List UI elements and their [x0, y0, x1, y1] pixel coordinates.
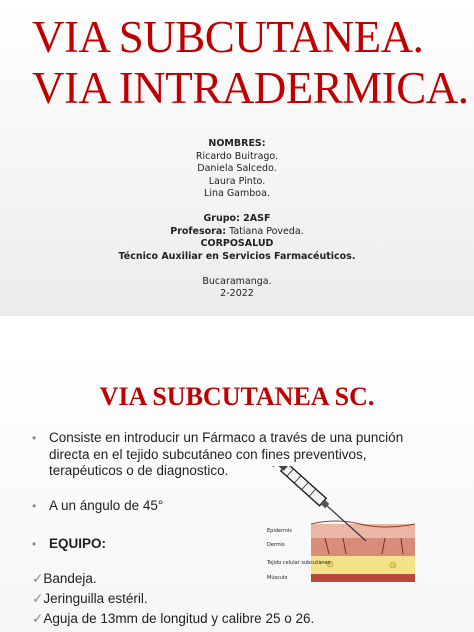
- city: Bucaramanga.: [202, 275, 272, 287]
- check-icon: ✓: [32, 571, 44, 586]
- bullet-text: EQUIPO:: [49, 536, 107, 551]
- bullet-text: Consiste en introducir un Fármaco a través de una punción directa en el tejido subcutáneo con fines preventivos, terapéuticos o de diagnostico.: [49, 430, 404, 478]
- bullet-dot-icon: •: [32, 431, 37, 445]
- bullet-text: A un ángulo de 45°: [49, 498, 164, 513]
- check-item: [32, 591, 148, 608]
- check-icon: ✓: [32, 611, 44, 626]
- title-line-1: VIA SUBCUTANEA.: [32, 12, 424, 62]
- slide-2: [0, 346, 474, 632]
- muscle-layer: [311, 574, 415, 582]
- institution: CORPOSALUD: [200, 238, 274, 249]
- slide-2-title: VIA SUBCUTANEA SC.: [99, 382, 375, 411]
- check-item: [32, 611, 314, 628]
- name-1: Ricardo Buitrago.: [195, 150, 279, 162]
- name-3: Laura Pinto.: [208, 175, 266, 187]
- subcutaneous-injection-illustration: [265, 466, 415, 582]
- label-dermis: Dermis: [267, 542, 285, 548]
- names-label: NOMBRES:: [208, 138, 266, 149]
- title-line-2: VIA INTRADERMICA.: [32, 63, 469, 113]
- label-muscle: Músculo: [267, 575, 288, 581]
- label-subcutaneous: Tejido celular subcutáneo: [267, 560, 331, 566]
- bullet-item: [32, 498, 252, 515]
- check-text: Bandeja.: [43, 571, 97, 586]
- bullet-dot-icon: •: [32, 537, 37, 551]
- check-item: [32, 571, 97, 588]
- check-text: Jeringuilla estéril.: [43, 591, 148, 606]
- slide-1-title: [32, 12, 469, 114]
- check-icon: ✓: [32, 591, 44, 606]
- group-line: Grupo: 2ASF: [203, 213, 271, 224]
- bullet-item: [32, 536, 252, 553]
- bullet-dot-icon: •: [32, 499, 37, 513]
- teacher-line: [0, 226, 474, 239]
- dermis-layer: [311, 538, 415, 556]
- name-2: Daniela Salcedo.: [197, 163, 277, 174]
- label-epidermis: Epidermis: [267, 528, 292, 534]
- teacher-name: Tatiana Poveda.: [226, 225, 304, 237]
- check-text: Aguja de 13mm de longitud y calibre 25 o 26.: [43, 611, 315, 626]
- teacher-label: Profesora:: [170, 225, 227, 237]
- period: 2-2022: [220, 288, 254, 299]
- name-4: Lina Gamboa.: [204, 188, 270, 199]
- program: Técnico Auxiliar en Servicios Farmacéuticos.: [118, 250, 356, 262]
- slide-gap: [0, 316, 474, 346]
- author-info: [0, 138, 474, 301]
